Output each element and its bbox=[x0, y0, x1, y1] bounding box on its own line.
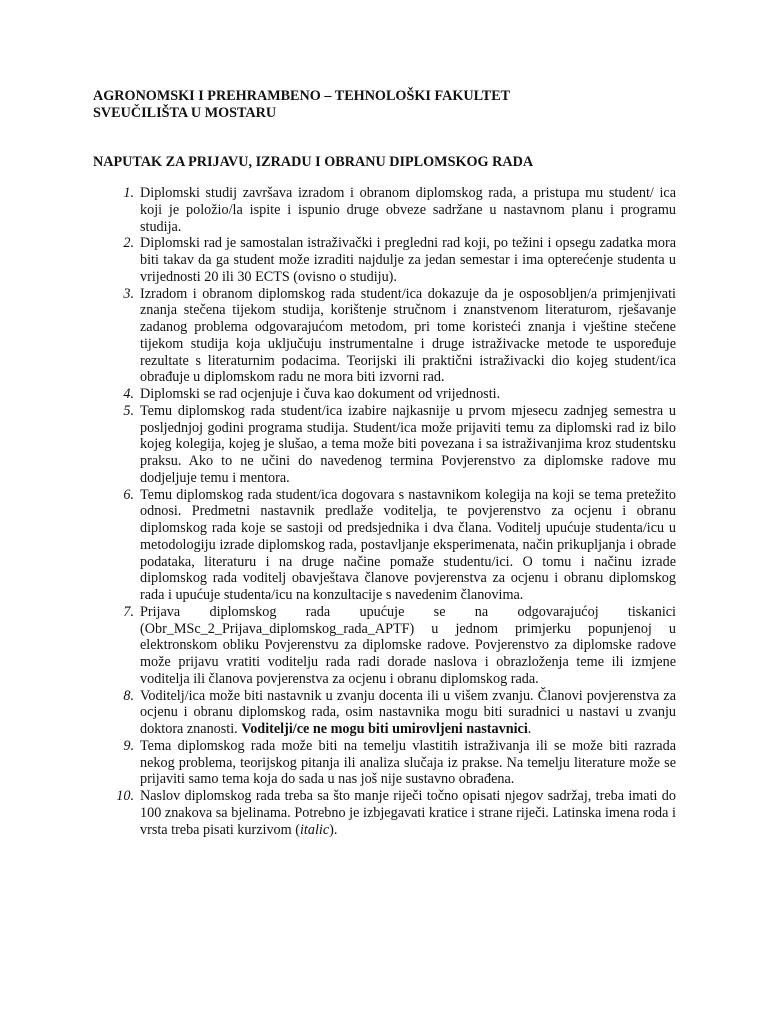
list-item bbox=[0, 403, 676, 487]
document-title: NAPUTAK ZA PRIJAVU, IZRADU I OBRANU DIPLOMSKOG RADA bbox=[93, 154, 534, 170]
item-tail-text: . bbox=[527, 721, 532, 737]
list-item bbox=[0, 604, 676, 688]
faculty-header bbox=[93, 88, 510, 122]
faculty-name: AGRONOMSKI I PREHRAMBENO – TEHNOLOŠKI FAKULTET bbox=[93, 88, 511, 104]
item-text: Diplomski se rad ocjenjuje i čuva kao dokument od vrijednosti. bbox=[140, 386, 501, 402]
item-number: 1. bbox=[123, 185, 134, 201]
item-number: 2. bbox=[123, 235, 134, 252]
item-number: 9. bbox=[123, 737, 134, 754]
instructions-list bbox=[0, 185, 770, 838]
list-item bbox=[0, 185, 676, 235]
item-italic-text: italic bbox=[299, 821, 330, 838]
list-item bbox=[0, 487, 676, 604]
university-name: SVEUČILIŠTA U MOSTARU bbox=[93, 105, 277, 121]
item-text: Diplomski rad je samostalan istraživački i pregledni rad koji, po težini i opsegu zadatka mora biti takav da ga student može izraditi najdulje za jedan semestar i ima opterećenje studenta u vrijednosti 20 ili 30 ECTS (ovisno o studiju). bbox=[140, 235, 676, 285]
item-tail-text: ). bbox=[329, 821, 338, 838]
list-item bbox=[0, 386, 676, 403]
list-item bbox=[0, 688, 676, 738]
item-number: 3. bbox=[123, 285, 134, 302]
item-number: 10. bbox=[116, 788, 134, 804]
list-item bbox=[0, 788, 676, 838]
item-text: Diplomski studij završava izradom i obranom diplomskog rada, a pristupa mu student/ ica koji je položio/la ispite i ispunio druge obveze sadržane u nastavnom planu i programu studija. bbox=[140, 185, 676, 235]
item-text: Izradom i obranom diplomskog rada student/ica dokazuje da je osposobljen/a primjenjivati znanja stečena tijekom studija, korištenje stručnom i znanstvenom literaturom, rješavanje zadanog problema odgovarajućom metodom, pri tome koristeći znanja i vještine stečene tijekom studija koja uključuju instrumentalne i druge istraživacke metode te uspoređuje rezultate s literaturnim podacima. Teorijski ili praktični istraživacki dio kojeg student/ica obrađuje u diplomskom radu ne mora biti izvorni rad. bbox=[140, 285, 676, 386]
item-text: Naslov diplomskog rada treba sa što manje riječi točno opisati njegov sadržaj, treba imati do 100 znakova sa bjelinama. Potrebno je izbjegavati kratice i strane riječi. Latinska imena roda i vrsta treba pisati kurzivom ( bbox=[140, 788, 676, 838]
item-number: 7. bbox=[123, 603, 134, 620]
item-number: 8. bbox=[123, 687, 134, 704]
list-item bbox=[0, 235, 676, 285]
item-text: Voditelj/ica može biti nastavnik u zvanju docenta ili u višem zvanju. Članovi povjerenstva za ocjenu i obranu diplomskog rada, osim nastavnika mogu biti suradnici u nastavi u zvanju doktora znanosti. bbox=[140, 687, 676, 737]
item-bold-text: Voditelji/ce ne mogu biti umirovljeni nastavnici bbox=[241, 721, 528, 737]
list-item bbox=[0, 738, 676, 788]
item-text: Tema diplomskog rada može biti na temelju vlastitih istraživanja ili se može biti razrada nekog problema, teorijskog pitanja ili analiza slučaja iz prakse. Na temelju literature može se prijaviti samo tema koja do sada u nas još nije sustavno obrađena. bbox=[140, 737, 676, 788]
item-text: Temu diplomskog rada student/ica izabire najkasnije u prvom mjesecu zadnjeg semestra u posljednjoj godini programa studija. Student/ica može prijaviti temu za diplomski rad iz bilo kojeg kolegija, kojeg je slušao, a tema može biti povezana i sa istraživanjima kroz studentsku praksu. Ako to ne učini do navedenog termina Povjerenstvo za diplomske radove mu dodjeljuje temu i mentora. bbox=[140, 402, 676, 486]
item-number: 6. bbox=[123, 486, 134, 503]
item-text: Prijava diplomskog rada upućuje se na odgovarajućoj tiskanici (Obr_MSc_2_Prijava_diplomskog_rada_APTF) u jednom primjerku popunjenoj u elektronskom obliku Povjerenstvu za diplomske radove. Povjerenstvo za diplomske radove može prijavu vratiti voditelju rada radi dorade naslova i obrazloženja teme ili izmjene voditelja ili članova povjerenstva za ocjenu i obranu diplomskog rada. bbox=[140, 603, 676, 687]
item-number: 5. bbox=[123, 402, 134, 419]
item-number: 4. bbox=[123, 386, 134, 402]
list-item bbox=[0, 286, 676, 387]
item-text: Temu diplomskog rada student/ica dogovara s nastavnikom kolegija na koji se tema pretežito odnosi. Predmetni nastavnik predlaže voditelja, te povjerenstvo za ocjenu i obranu diplomskog rada koje se sastoji od predsjednika i dva člana. Voditelj upućuje studenta/icu u metodologiju izrade diplomskog rada, postavljanje eksperimenata, način prikupljanja i obrade podataka, literaturu i na druge načine pomaže studentu/ici. O tomu i načinu izrade diplomskog rada voditelj obavještava članove povjerenstva za ocjenu i obranu diplomskog rada i upućuje studenta/icu na konzultacije s navedenim članovima. bbox=[140, 486, 676, 603]
